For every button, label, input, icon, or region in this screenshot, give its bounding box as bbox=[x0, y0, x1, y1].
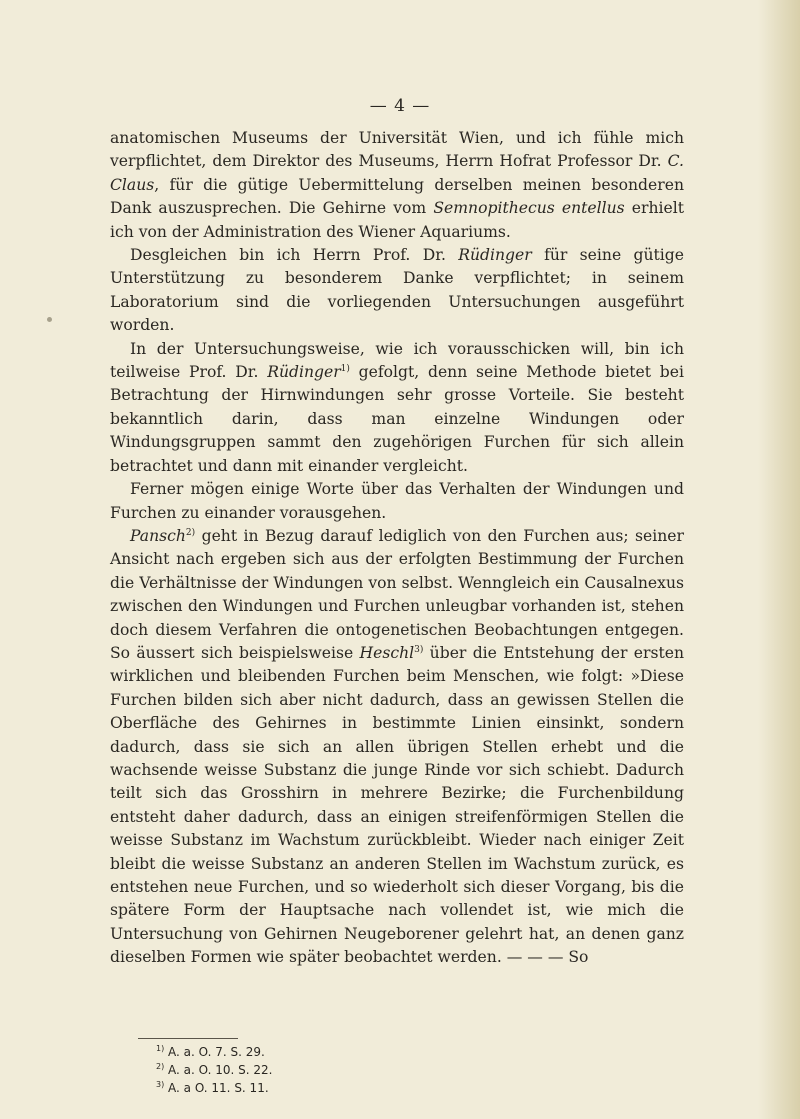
paper-speck bbox=[47, 317, 52, 322]
paragraph bbox=[110, 244, 684, 338]
italic-name: Heschl bbox=[359, 643, 415, 662]
italic-name: Pansch bbox=[130, 526, 186, 545]
text-run: In der Untersuchungsweise, wie ich vorausschicken will, bin ich teilweise Prof. Dr. bbox=[110, 339, 684, 382]
footnote-text: A. a. O. 7. S. 29. bbox=[164, 1045, 265, 1059]
text-run: Desgleichen bin ich Herrn Prof. Dr. bbox=[130, 246, 459, 265]
footnote-mark: 2) bbox=[156, 1062, 165, 1071]
footnotes bbox=[156, 1043, 272, 1097]
italic-name: Rüdinger bbox=[267, 363, 341, 382]
text-run: erhielt ich von der Administration des Wiener Aquariums. bbox=[110, 199, 684, 241]
body-text bbox=[110, 127, 684, 970]
footnote-text: A. a. O. 10. S. 22. bbox=[164, 1063, 273, 1077]
text-run: gefolgt, denn seine Methode bietet bei Betrachtung der Hirnwindungen sehr grosse Vorteile. Sie besteht bekanntlich darin, dass man einzelne Windungen oder Windungsgruppen sammt den zugehörigen Furchen für sich allein betrachtet und dann mit einander vergleicht. bbox=[110, 363, 684, 475]
text-run: anatomischen Museums der Universität Wien, und ich fühle mich verpflichtet, dem Direktor des Museums, Herrn Hofrat Professor Dr. bbox=[110, 129, 684, 171]
text-run: geht in Bezug darauf lediglich von den Furchen aus; seiner Ansicht nach ergeben sich aus der erfolgten Bestimmung der Furchen die Verhältnisse der Windungen von selbst. Wenngleich ein Causalnexus zwischen den Windungen und Furchen unleugbar vorhanden ist, stehen doch diesem Verfahren die ontogenetischen Beobachtungen entgegen. So äussert sich beispielsweise bbox=[110, 526, 684, 662]
italic-name: C. Claus bbox=[110, 152, 684, 194]
footnote-rule bbox=[138, 1038, 238, 1039]
text-run: Ferner mögen einige Worte über das Verhalten der Windungen und Furchen zu einander vorausgehen. bbox=[110, 480, 684, 522]
text-run: für seine gütige Unterstützung zu besonderem Danke verpflichtet; in seinem Laboratorium sind die vorliegenden Untersuchungen ausgeführt worden. bbox=[110, 246, 684, 335]
italic-name: Rüdinger bbox=[458, 246, 532, 265]
page-number: — 4 — bbox=[369, 96, 431, 116]
paragraph bbox=[110, 478, 684, 525]
footnote bbox=[156, 1043, 272, 1061]
footnote-mark: 3) bbox=[156, 1080, 165, 1089]
text-run: , für die gütige Uebermittelung derselben meinen besonderen Dank auszusprechen. Die Gehirne vom bbox=[110, 175, 684, 218]
footnote-ref: 3) bbox=[414, 644, 424, 655]
footnote bbox=[156, 1079, 272, 1097]
footnote-mark: 1) bbox=[156, 1044, 165, 1053]
text-run: über die Entstehung der ersten wirklichen und bleibenden Furchen beim Menschen, wie folgt: »Diese Furchen bilden sich aber nicht dadurch, dass an gewissen Stellen die Oberfläche des Gehirnes in bestimmte Linien einsinkt, sondern dadurch, dass sie sich an allen übrigen Stellen erhebt und die wachsende weisse Substanz die junge Rinde vor sich schiebt. Dadurch teilt sich das Grosshirn in mehrere Bezirke; die Furchenbildung entsteht daher dadurch, dass an einigen streifenförmigen Stellen die weisse Substanz im Wachstum zurückbleibt. Wieder nach einiger Zeit bleibt die weisse Substanz an anderen Stellen im Wachstum zurück, es entstehen neue Furchen, und so wiederholt sich dieser Vorgang, bis die spätere Form der Hauptsache nach vollendet ist, wie mich die Untersuchung von Gehirnen Neugeborener gelehrt hat, an denen ganz dieselben Formen wie später beobachtet werden. — — — So bbox=[110, 643, 684, 967]
footnote-ref: 2) bbox=[185, 527, 196, 538]
footnote-ref: 1) bbox=[340, 363, 350, 374]
page-edge-shadow bbox=[758, 0, 800, 1119]
footnote bbox=[156, 1061, 272, 1079]
paragraph bbox=[110, 338, 684, 478]
paragraph bbox=[110, 525, 684, 970]
italic-name: Semnopithecus entellus bbox=[433, 199, 625, 218]
paragraph bbox=[110, 127, 684, 244]
footnote-text: A. a O. 11. S. 11. bbox=[164, 1081, 269, 1095]
